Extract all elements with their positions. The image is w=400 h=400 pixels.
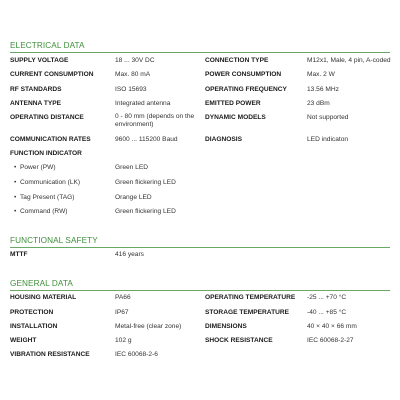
- value-installation: Metal-free (clear zone): [115, 323, 182, 330]
- label-power-consumption: POWER CONSUMPTION: [205, 71, 282, 78]
- value-dimensions: 40 × 40 × 66 mm: [307, 323, 357, 330]
- label-mttf: MTTF: [10, 251, 28, 258]
- value-diagnosis: LED indicaton: [307, 136, 349, 143]
- value-communication-rates: 9600 ... 115200 Baud: [115, 136, 178, 143]
- value-operating-temperature: -25 ... +70 °C: [307, 294, 347, 301]
- indicator-value: Green flickering LED: [115, 208, 176, 215]
- indicator-name: Communication (LK): [19, 179, 81, 186]
- value-vibration-resistance: IEC 60068-2-6: [115, 351, 158, 358]
- value-rf-standards: ISO 15693: [115, 86, 147, 93]
- label-protection: PROTECTION: [10, 309, 54, 316]
- bullet-icon: •: [14, 208, 20, 215]
- bullet-icon: •: [14, 179, 20, 186]
- section-divider: [10, 52, 390, 53]
- value-mttf: 416 years: [115, 251, 144, 258]
- value-supply-voltage: 18 ... 30V DC: [115, 57, 155, 64]
- label-emitted-power: EMITTED POWER: [205, 100, 261, 107]
- label-communication-rates: COMMUNICATION RATES: [10, 136, 91, 143]
- label-connection-type: CONNECTION TYPE: [205, 57, 269, 64]
- indicator-name: Command (RW): [19, 208, 68, 215]
- value-housing-material: PA66: [115, 294, 131, 301]
- value-dynamic-models: Not supported: [307, 114, 349, 121]
- label-antenna-type: ANTENNA TYPE: [10, 100, 62, 107]
- value-weight: 102 g: [115, 337, 132, 344]
- indicator-value: Green LED: [115, 164, 148, 171]
- section-title-general: GENERAL DATA: [10, 279, 73, 288]
- section-divider: [10, 247, 390, 248]
- value-storage-temperature: -40 ... +85 °C: [307, 309, 347, 316]
- label-supply-voltage: SUPPLY VOLTAGE: [10, 57, 69, 64]
- label-dynamic-models: DYNAMIC MODELS: [205, 114, 266, 121]
- indicator-value: Orange LED: [115, 194, 152, 201]
- label-diagnosis: DIAGNOSIS: [205, 136, 243, 143]
- value-operating-frequency: 13.56 MHz: [307, 86, 339, 93]
- section-title-electrical: ELECTRICAL DATA: [10, 41, 85, 50]
- bullet-icon: •: [14, 164, 20, 171]
- label-operating-distance: OPERATING DISTANCE: [10, 114, 84, 121]
- indicator-name: Tag Present (TAG): [19, 194, 75, 201]
- indicator-name: Power (PW): [19, 164, 56, 171]
- label-dimensions: DIMENSIONS: [205, 323, 247, 330]
- value-antenna-type: Integrated antenna: [115, 100, 171, 107]
- label-vibration-resistance: VIBRATION RESISTANCE: [10, 351, 90, 358]
- value-operating-distance: 0 - 80 mm (depends on the environment): [115, 113, 195, 128]
- bullet-command: [14, 208, 68, 215]
- indicator-value: Green flickering LED: [115, 179, 176, 186]
- label-current-consumption: CURRENT CONSUMPTION: [10, 71, 94, 78]
- bullet-communication: [14, 179, 80, 186]
- label-shock-resistance: SHOCK RESISTANCE: [205, 337, 273, 344]
- bullet-icon: •: [14, 194, 20, 201]
- value-power-consumption: Max. 2 W: [307, 71, 335, 78]
- label-weight: WEIGHT: [10, 337, 37, 344]
- value-protection: IP67: [115, 309, 129, 316]
- label-function-indicator: FUNCTION INDICATOR: [10, 150, 82, 157]
- value-connection-type: M12x1, Male, 4 pin, A-coded: [307, 57, 391, 64]
- value-shock-resistance: IEC 60068-2-27: [307, 337, 354, 344]
- label-installation: INSTALLATION: [10, 323, 58, 330]
- label-storage-temperature: STORAGE TEMPERATURE: [205, 309, 290, 316]
- label-housing-material: HOUSING MATERIAL: [10, 294, 77, 301]
- label-operating-temperature: OPERATING TEMPERATURE: [205, 294, 296, 301]
- label-operating-frequency: OPERATING FREQUENCY: [205, 86, 287, 93]
- bullet-tag-present: [14, 194, 74, 201]
- label-rf-standards: RF STANDARDS: [10, 86, 62, 93]
- section-divider: [10, 290, 390, 291]
- bullet-power: [14, 164, 56, 171]
- value-emitted-power: 23 dBm: [307, 100, 330, 107]
- value-current-consumption: Max. 80 mA: [115, 71, 151, 78]
- section-title-safety: FUNCTIONAL SAFETY: [10, 236, 98, 245]
